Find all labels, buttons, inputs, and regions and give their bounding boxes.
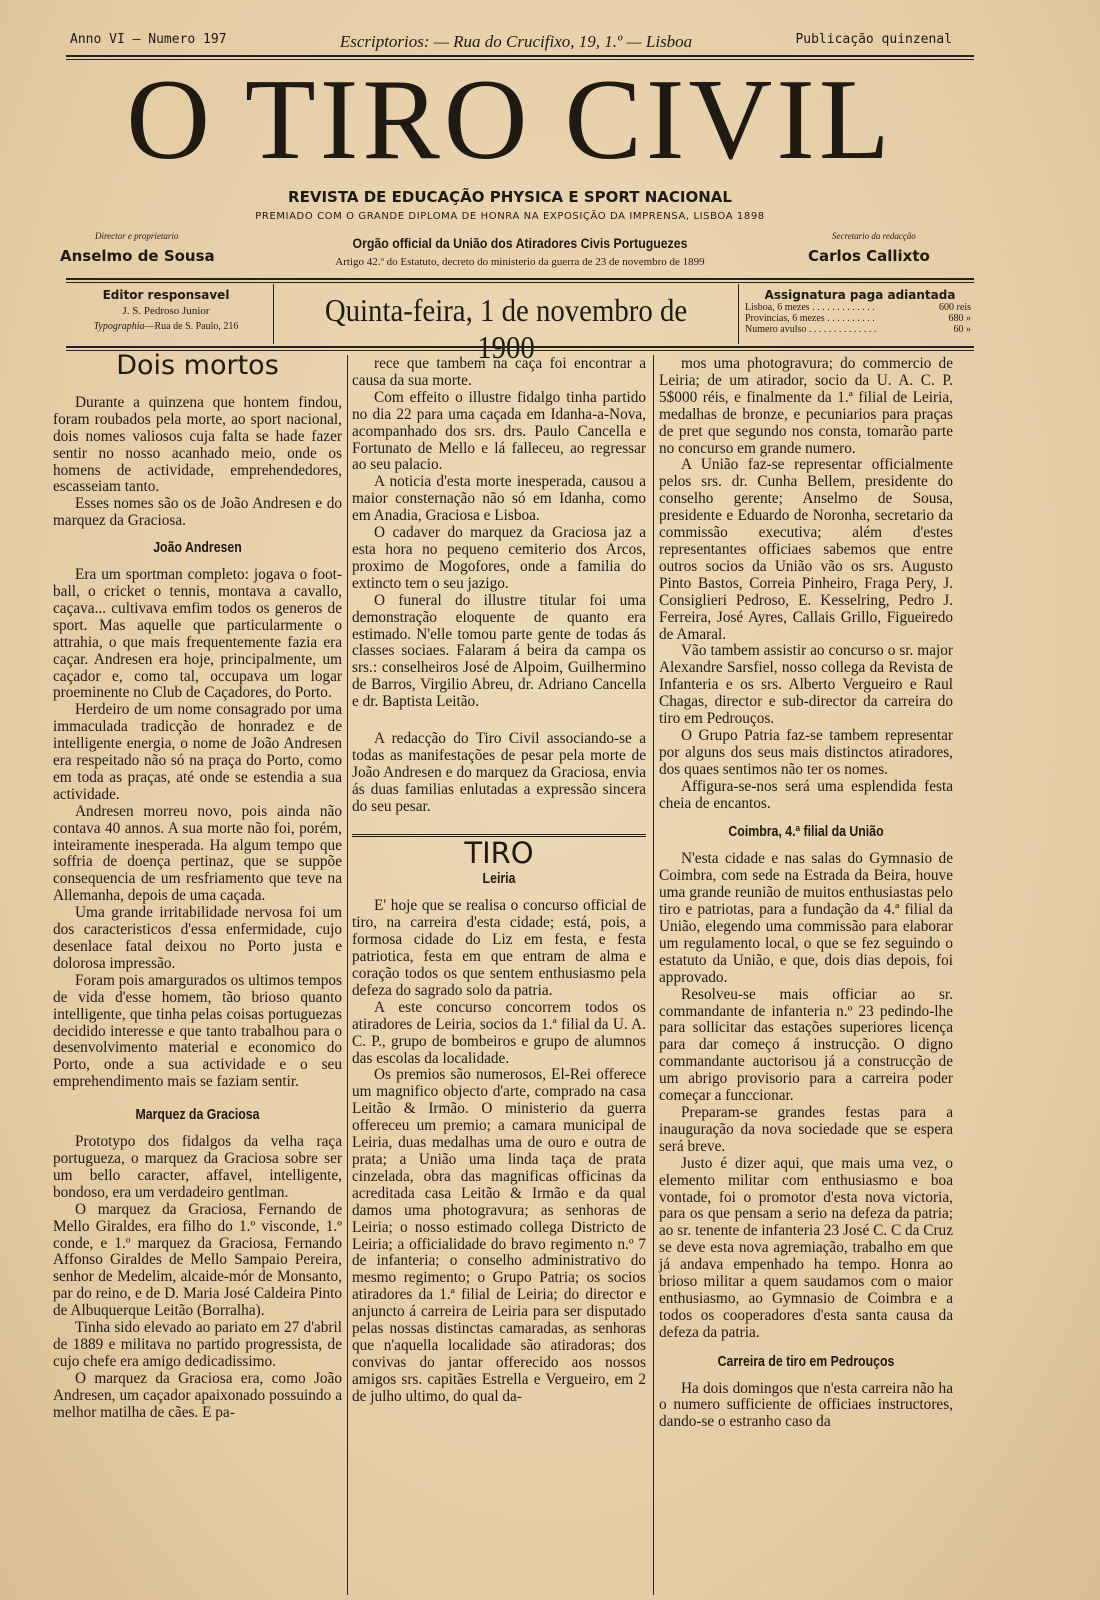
paragraph: Durante a quinzena que hontem findou, foram roubados pela morte, ao sport nacional, dois nomes valiosos cuja falta se hade fazer sentir no nosso acanhado meio, onde os homens de actividade, emprehendedores, escasseiam tanto.: [53, 393, 342, 496]
paragraph: Vão tambem assistir ao concurso o sr. major Alexandre Sarsfiel, nosso collega da Revista de Infanteria e os srs. Alberto Vergueiro e Raul Chagas, director e sub-director da carreira do tiro em Pedrouços.: [659, 642, 953, 728]
pedroucos-paragraphs: [659, 1381, 953, 1432]
subscription-title: Assignatura paga adiantada: [764, 288, 956, 302]
office-address: Escriptorios: — Rua do Crucifixo, 19, 1.º — Lisboa: [339, 32, 693, 51]
subscription-label: Numero avulso . . . . . . . . . . . . . .: [745, 324, 877, 335]
paragraph: rece que tambem na caça foi encontrar a causa da sua morte.: [352, 355, 646, 389]
article-heading-dois-mortos: Dois mortos: [116, 350, 279, 381]
paragraph: Prototypo dos fidalgos da velha raça portugueza, o marquez da Graciosa sobre ser um bello caracter, affavel, intelligente, bondoso, era um verdadeiro gentlman.: [53, 1133, 342, 1201]
editor-box: [66, 288, 266, 340]
statute-article: Artigo 42.º do Estatuto, decreto do ministerio da guerra de 23 de novembro de 1899: [335, 256, 705, 268]
paragraph: N'esta cidade e nas salas do Gymnasio de Coimbra, com sede na Estrada da Beira, houve uma grande reunião de muitos enthusiastas pelo tiro e patriotas, para a fundação da 4.ª filial da União, elegendo uma commissão para elaborar um regulamento local, o que se fez seguindo o estatuto da União, e que, dois dias depois, foi approvado.: [659, 850, 953, 986]
paragraph: E' hoje que se realisa o concurso official de tiro, na carreira d'esta cidade; está, pois, a formosa cidade do Liz em festa, e festa patriotica, festa em que entram de alma e coração todos os que sentem enthusiasmo pela defeza do sagrado solo da patria.: [352, 897, 646, 999]
info-divider-right: [738, 284, 739, 344]
paragraph: O cadaver do marquez da Graciosa jaz a esta hora no pequeno cemiterio dos Arcos, proximo de Mogofores, onde a familia do extincto tem o seu jazigo.: [352, 524, 646, 592]
typography-label: Typographia: [93, 321, 145, 332]
continued-paragraphs: [352, 356, 646, 711]
tiro-section: [352, 834, 646, 1406]
paragraph: Foram pois amargurados os ultimos tempos de vida d'esse homem, tão brioso quanto intelligente, que tinha pelas coisas portuguezas decidido interesse e que tanto trabalhou para o desenvolvimento material e economico do Porto, onde a sua actividade e o seu emprehendimento mais se faziam sentir.: [53, 971, 342, 1091]
paragraph: Ha dois domingos que n'esta carreira não ha o numero sufficiente de officiaes instructores, dando-se o estranho caso da: [659, 1379, 953, 1431]
editor-name: J. S. Pedroso Junior: [122, 305, 210, 317]
paragraph: Herdeiro de um nome consagrado por uma immaculada tradicção de honradez e de intelligente energia, o nome de João Andresen era respeitado não só na praça do Porto, como em toda as praças, até onde se estendia a sua actividade.: [53, 701, 342, 803]
closing-paragraph: A redacção do Tiro Civil associando-se a todas as manifestações de pesar pela morte de João Andresen e do marquez da Graciosa, envia ás duas familias enlutadas a expressão sincera do seu pesar.: [352, 730, 646, 815]
section-heading-tiro: TIRO: [464, 835, 534, 870]
subheading-leiria: Leiria: [482, 871, 516, 888]
paragraph: Affigura-se-nos será uma esplendida festa cheia de encantos.: [659, 777, 953, 812]
subscription-row: [745, 313, 975, 324]
subscription-price: 60 »: [953, 324, 971, 335]
issue-date: Quinta-feira, 1 de novembro de 1900: [324, 292, 688, 365]
column-3: [659, 356, 953, 1431]
continued-paragraphs: [659, 356, 953, 812]
paragraph: O Grupo Patria faz-se tambem representar por alguns dos seus mais distinctos atiradores, dos quaes sentimos não ter os nomes.: [659, 726, 953, 778]
paragraph: Os premios são numerosos, El-Rei offerece um magnifico objecto d'arte, comprado na casa Leitão & Irmão. O ministerio da guerra offereceu um premio; a camara municipal de Leiria, duas medalhas uma de ouro e outra de prata; a União uma linda taça de prata cinzelada, obra das magnificas officinas da acreditada casa Leitão & Irmão e da qual damos uma photogravura; as senhoras de Leiria; o nosso estimado collega Districto de Leiria; a officialidade do bravo regimento n.º 7 de infanteria; o conselho administrativo do mesmo regimento; o Grupo Patria; os socios atiradores da 1.ª filial de Leiria; do director e anjuncto á carreira de Leiria para ser disputado pelas nossas distinctas camaradas, as senhoras que n'aquella localidade são atiradoras; dos convivas do jantar offerecido aos nossos amigos srs. capitães Estrella e Vergueiro, em 2 de julho ultimo, do qual da-: [352, 1066, 646, 1405]
coimbra-paragraphs: [659, 851, 953, 1341]
tiro-paragraphs: [352, 898, 646, 1405]
column-1: [53, 350, 342, 1421]
masthead-subtitle: REVISTA DE EDUCAÇÃO PHYSICA E SPORT NACIONAL: [288, 188, 732, 206]
column-rule-1: [347, 355, 348, 1595]
subheading-pedroucos: Carreira de tiro em Pedrouços: [717, 1353, 895, 1370]
subscription-box: [745, 288, 975, 340]
subheading-joao-andresen: João Andresen: [153, 540, 242, 557]
paragraph: Com effeito o illustre fidalgo tinha partido no dia 22 para uma caçada em Idanha-a-Nova, acompanhado dos srs. drs. Paulo Cancella e Fortunato de Mello e lá falleceu, ao regressar ao seu palacio.: [352, 388, 646, 474]
graciosa-paragraphs: [53, 1134, 342, 1421]
paragraph: A União faz-se representar officialmente pelos srs. dr. Cunha Bellem, presidente do conselho gerente; Anselmo de Sousa, presidente e Eduardo de Noronha, secretario da commissão executiva; além d'estes representantes officiaes sabemos que entre outros socios da União vão os srs. Augusto Pinto Bastos, Correia Pinheiro, Fraga Pery, J. Consiglieri Pedroso, E. Kesselring, Pedro J. Ferreira, José Ayres, Callais Grillo, Figueiredo de Amaral.: [659, 456, 953, 643]
paragraph: Era um sportman completo: jogava o foot-ball, o cricket o tennis, montava a cavallo, caçava... cultivava emfim todos os generos de sport. Mas aquelle que particularmente o attrahia, o que mais frequentemente fazia era caçar. Andresen era hoje, principalmente, um caçador e, como tal, occupava um logar proeminente no Club de Caçadores, do Porto.: [53, 566, 342, 702]
editor-label: Editor responsavel: [102, 288, 230, 302]
subheading-marquez-graciosa: Marquez da Graciosa: [135, 1107, 260, 1124]
subscription-row: [745, 302, 975, 313]
paragraph: O marquez da Graciosa era, como João Andresen, um caçador apaixonado possuindo a melhor matilha de cães. E pa-: [53, 1369, 342, 1421]
subheading-coimbra: Coimbra, 4.ª filial da União: [728, 824, 884, 841]
subscription-price: 600 reis: [939, 302, 971, 313]
director-label: Director e proprietario: [95, 231, 179, 241]
secretary-label: Secretario da redacção: [832, 231, 916, 241]
paragraph: O marquez da Graciosa, Fernando de Mello Giraldes, era filho do 1.º visconde, 1.º conde, e 1.º marquez da Graciosa, Fernando Affonso Giraldes de Mello Sampaio Pereira, senhor de Medelim, alcaide-mór de Monsanto, par do reino, e de D. Maria José Caldeira Pinto de Albuquerque Leitão (Borralha).: [53, 1200, 342, 1320]
paragraph: Justo é dizer aqui, que mais uma vez, o elemento militar com enthusiasmo e boa vontade, foi o promotor d'esta nova victoria, para os que pensam a serio na defeza da patria; ao sr. tenente de infanteria 23 José C. C da Cruz se deve esta nova agremiação, trabalho em que já andava empenhado ha tempo. Honra ao brioso militar a quem saudamos com o maior enthusiasmo, ao Gymnasio de Coimbra e a todos os cooperadores d'esta santa causa da defeza da patria.: [659, 1154, 953, 1341]
column-rule-2: [653, 355, 654, 1595]
top-line: [66, 32, 956, 52]
paragraph: A noticia d'esta morte inesperada, causou a maior consternação não só em Idanha, como em Anadia, Graciosa e Lisboa.: [352, 473, 646, 525]
paragraph: A este concurso concorrem todos os atiradores de Leiria, socios da 1.ª filial da U. A. C. P., grupo de bombeiros e grupo de alumnos das escolas da localidade.: [352, 998, 646, 1067]
subscription-rows: [745, 302, 975, 335]
official-organ-line: Orgão official da União dos Atiradores Civis Portuguezes: [352, 235, 688, 251]
publication-frequency: Publicação quinzenal: [795, 32, 952, 47]
award-line: PREMIADO COM O GRANDE DIPLOMA DE HONRA NA EXPOSIÇÃO DA IMPRENSA, LISBOA 1898: [255, 211, 765, 222]
director-name: Anselmo de Sousa: [60, 247, 215, 265]
header-bottom-rule: [66, 278, 974, 283]
intro-paragraphs: [53, 395, 342, 530]
paragraph: Andresen morreu novo, pois ainda não contava 40 annos. A sua morte não foi, porém, inteiramente inesperada. Ha algum tempo que soffria de doença pertinaz, que se suppõe consequencia de um resfriamento que teve na Allemanha, depois de uma caçada.: [53, 802, 342, 905]
secretary-name: Carlos Callixto: [808, 247, 930, 265]
subscription-row: [745, 324, 975, 335]
column-2: [352, 356, 646, 1406]
paragraph: mos uma photogravura; do commercio de Leiria; de um atirador, socio da U. A. C. P. 5$000 réis, e finalmente da 1.ª filial de Leiria, medalhas de bronze, e pecuniarios para praças de pret que segundo nos consta, tomarão parte no concurso em grande numero.: [659, 355, 953, 457]
paragraph: Uma grande irritabilidade nervosa foi um dos caracteristicos d'essa enfermidade, cujo desenlace fatal deixou no Porto justa e dolorosa impressão.: [53, 904, 342, 972]
subscription-price: 680 »: [948, 313, 971, 324]
typography-address: —Rua de S. Paulo, 216: [144, 321, 239, 332]
typography-line: [66, 321, 266, 332]
paragraph: O funeral do illustre titular foi uma demonstração eloquente de quanto era estimado. N'elle tomou parte gente de todas ás classes sociaes. Falaram á beira da campa os srs.: conselheiros José de Alpoim, Guilhermino de Barros, Virgilio Abreu, dr. Adriano Cancella e dr. Baptista Leitão.: [352, 591, 646, 711]
issue-number: Anno VI — Numero 197: [70, 32, 227, 47]
info-divider-left: [273, 284, 274, 344]
paragraph: Tinha sido elevado ao pariato em 27 d'abril de 1889 e militava no partido progressista, de cujo chefe era amigo dedicadissimo.: [53, 1319, 342, 1370]
subscription-label: Lisboa, 6 mezes . . . . . . . . . . . . .: [745, 302, 875, 313]
paragraph: Preparam-se grandes festas para a inauguração da nova sociedade que se espera será breve.: [659, 1103, 953, 1155]
paragraph: Esses nomes são os de João Andresen e do marquez da Graciosa.: [53, 495, 342, 530]
masthead-title: O TIRO CIVIL: [126, 56, 894, 184]
paragraph: Resolveu-se mais officiar ao sr. commandante de infanteria n.º 23 pedindo-lhe para sollicitar das estações superiores licença para dar começo á instrucção. O digno commandante auctorisou já a construcção de um abrigo provisorio para a carreira poder começar a funccionar.: [659, 985, 953, 1105]
subscription-label: Provincias, 6 mezes . . . . . . . . . .: [745, 313, 875, 324]
andresen-paragraphs: [53, 567, 342, 1091]
